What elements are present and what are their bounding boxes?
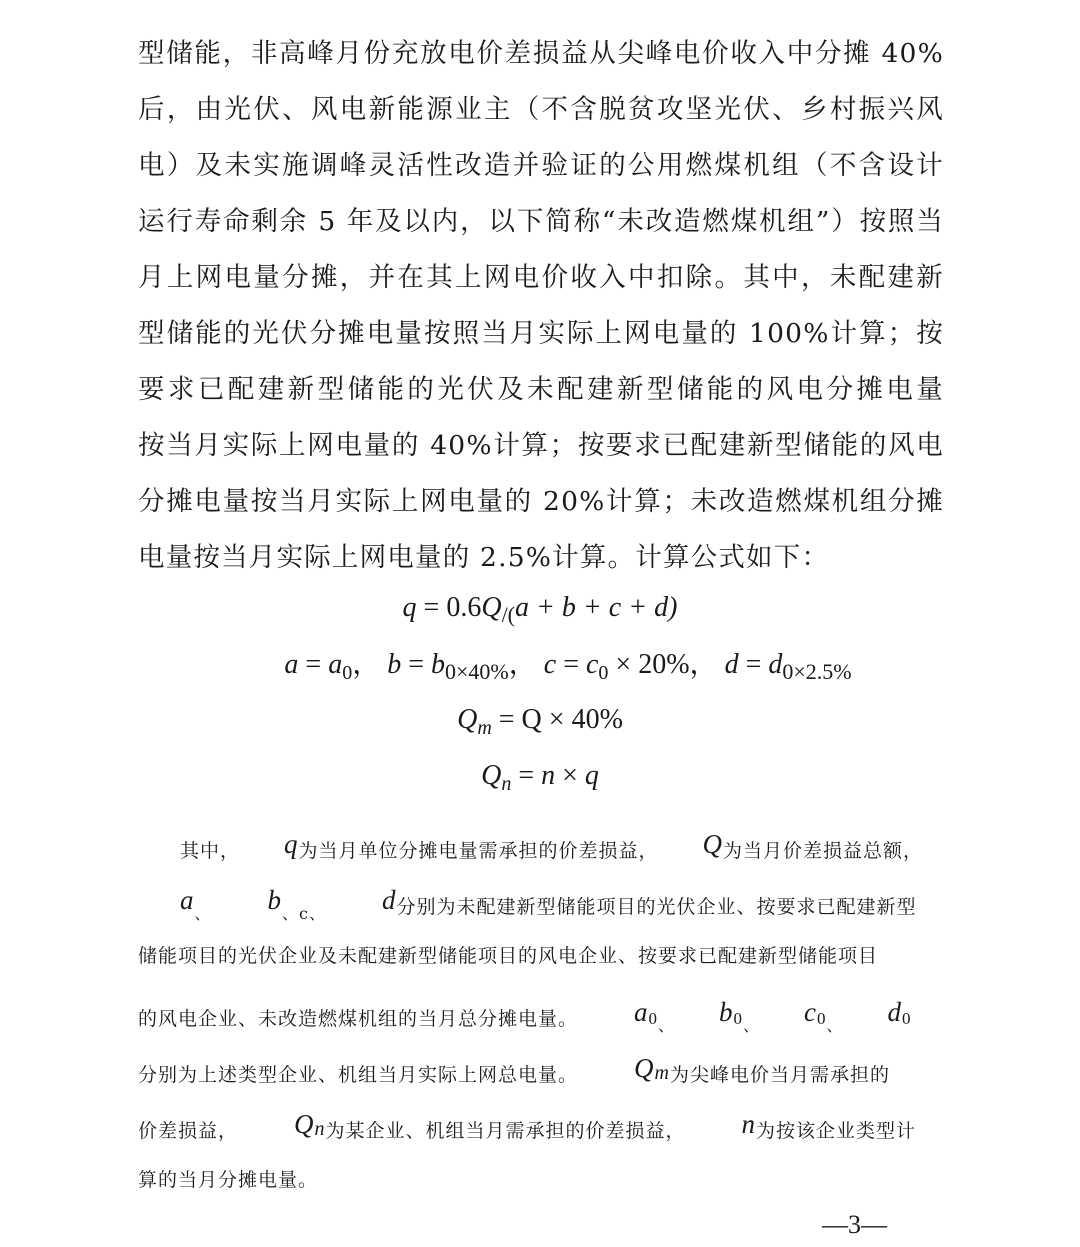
formula-text: =: [738, 649, 769, 680]
var-Q: Q: [481, 592, 502, 623]
formula-sub: 0: [598, 662, 609, 684]
var-b0: b: [431, 649, 445, 680]
var-b0: $b_0$: [719, 997, 744, 1028]
formula-text: = 0.6: [416, 592, 482, 623]
var-c: c: [543, 649, 557, 680]
formula-sep: ，: [352, 649, 381, 680]
paragraph-line: 运行寿命剩余 5 年及以内，以下简称“未改造燃煤机组”）按照当: [138, 206, 944, 237]
formula-text: =: [298, 649, 329, 680]
paragraph-line: 要求已配建新型储能的光伏及未配建新型储能的风电分摊电量: [138, 374, 944, 405]
var-d: d: [381, 885, 397, 915]
formula-q: [0, 588, 1080, 628]
var-Qn: Qn: [294, 1109, 326, 1140]
paragraph-line: 月上网电量分摊，并在其上网电价收入中扣除。其中，未配建新: [138, 262, 944, 293]
var-Q: Q: [481, 760, 502, 791]
var-d: d: [724, 649, 739, 680]
var-q: q: [584, 760, 599, 791]
note-line: [138, 1106, 944, 1149]
note-text: 为尖峰电价当月需承担的: [669, 1064, 890, 1086]
formula-abcd: [28, 645, 1080, 685]
var-c0: $c_0$: [804, 997, 827, 1028]
var-c0: c: [585, 649, 599, 680]
note-line: [138, 1050, 944, 1093]
formula-text: =: [401, 649, 431, 680]
var-q: q: [284, 829, 299, 859]
var-d0: $d_0$: [887, 997, 912, 1028]
var-Qm: Qm: [634, 1053, 670, 1084]
note-text: 其中，: [180, 840, 241, 862]
var-a0: $a_0$: [634, 997, 659, 1028]
formula-Qn: [0, 756, 1080, 796]
var-b: b: [387, 649, 402, 680]
note-text: 、c、: [282, 904, 326, 923]
formula-sub: m: [477, 717, 492, 739]
formula-text: = Q × 40%: [491, 704, 623, 735]
formula-sub: 0×40%: [445, 659, 509, 684]
var-a0: a: [328, 649, 343, 680]
note-line: 的风电企业、未改造燃煤机组的当月总分摊电量。 $a_{0、}$ $b_{0、}$ $c_{0、}$ $d_0$: [138, 994, 944, 1044]
note-line: [180, 826, 986, 869]
var-Q: Q: [702, 829, 724, 859]
var-a: a: [284, 649, 299, 680]
formula-sep: ，: [689, 649, 718, 680]
formula-Qm: [0, 700, 1080, 740]
note-text: 、: [194, 904, 212, 923]
paragraph-line: 分摊电量按当月实际上网电量的 20%计算；未改造燃煤机组分摊: [138, 486, 944, 517]
paragraph-line: 后，由光伏、风电新能源业主（不含脱贫攻坚光伏、乡村振兴风: [138, 94, 944, 125]
formula-text: =: [556, 649, 586, 680]
var-q: q: [402, 592, 417, 623]
paragraph-line: 按当月实际上网电量的 40%计算；按要求已配建新型储能的风电: [138, 430, 944, 461]
var-b: b: [267, 885, 283, 915]
formula-text: ×: [555, 760, 585, 791]
paragraph-line: 型储能，非高峰月份充放电价差损益从尖峰电价收入中分摊 40%: [138, 38, 944, 69]
note-line: 算的当月分摊电量。: [138, 1169, 319, 1191]
var-a: a: [180, 885, 195, 915]
formula-text: × 20%: [608, 649, 690, 680]
formula-sep: ，: [508, 649, 537, 680]
formula-sub: 0×2.5%: [782, 659, 852, 684]
formula-sub: 0: [342, 662, 353, 684]
note-line: 储能项目的光伏企业及未配建新型储能项目的风电企业、按要求已配建新型储能项目: [138, 945, 879, 967]
var-n: n: [741, 1109, 757, 1139]
var-Q: Q: [457, 704, 478, 735]
note-text: 为当月价差损益总额，: [723, 840, 924, 862]
note-text: 分别为未配建新型储能项目的光伏企业、按要求已配建新型: [396, 896, 917, 918]
formula-sub: n: [501, 773, 512, 795]
note-text: 的风电企业、未改造燃煤机组的当月总分摊电量。: [138, 1008, 579, 1030]
paragraph-line: 型储能的光伏分摊电量按照当月实际上网电量的 100%计算；按: [138, 318, 944, 349]
note-text: 价差损益，: [138, 1120, 239, 1142]
note-text: 为按该企业类型计: [756, 1120, 917, 1142]
formula-sub: /(: [501, 602, 516, 627]
var-d0: d: [768, 649, 783, 680]
page-number: —3—: [822, 1210, 887, 1239]
note-text: 为某企业、机组当月需承担的价差损益，: [325, 1120, 686, 1142]
var-n: n: [541, 760, 556, 791]
paragraph-line: 电量按当月实际上网电量的 2.5%计算。计算公式如下：: [138, 542, 830, 573]
formula-text: a + b + c + d): [515, 592, 678, 623]
formula-text: =: [511, 760, 542, 791]
note-text: 分别为上述类型企业、机组当月实际上网总电量。: [138, 1064, 579, 1086]
paragraph-line: 电）及未实施调峰灵活性改造并验证的公用燃煤机组（不含设计: [138, 150, 944, 181]
note-text: 为当月单位分摊电量需承担的价差损益，: [298, 840, 659, 862]
note-line: [180, 882, 986, 932]
